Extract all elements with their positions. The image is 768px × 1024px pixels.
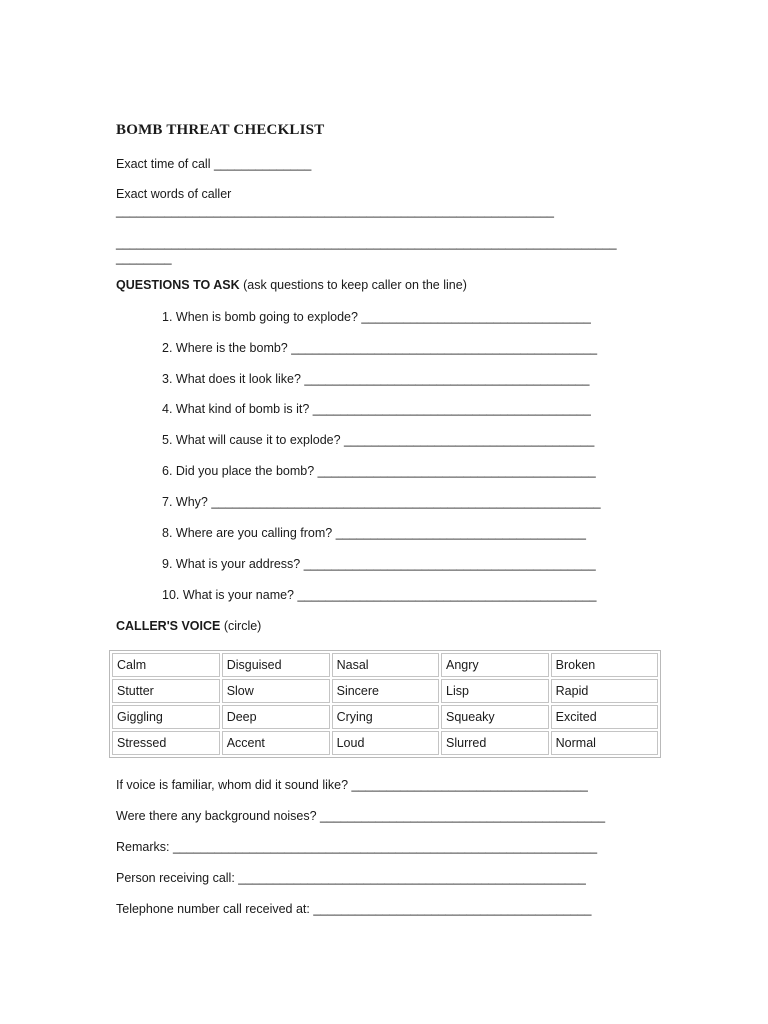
exact-words-line-2: ________________________________________________________________________: [116, 236, 617, 250]
question-item: 7. Why? ________________________________________________________: [162, 495, 601, 509]
question-item: 9. What is your address? __________________________________________: [162, 557, 596, 571]
table-row: [112, 705, 658, 729]
person-receiving-field: Person receiving call: __________________________________________________: [116, 871, 586, 885]
questions-heading-note: (ask questions to keep caller on the line): [239, 278, 467, 292]
voice-heading-bold: CALLER'S VOICE: [116, 619, 221, 633]
voice-option: Nasal: [332, 653, 439, 677]
voice-option: Angry: [441, 653, 549, 677]
exact-time-field: Exact time of call ______________: [116, 157, 312, 171]
question-item: 10. What is your name? ___________________________________________: [162, 588, 597, 602]
table-row: [112, 731, 658, 755]
exact-words-label: Exact words of caller: [116, 187, 232, 201]
question-item: 1. When is bomb going to explode? _________________________________: [162, 310, 591, 324]
remarks-field: Remarks: _____________________________________________________________: [116, 840, 598, 854]
voice-option: Normal: [551, 731, 658, 755]
question-item: 5. What will cause it to explode? ____________________________________: [162, 433, 595, 447]
familiar-voice-field: If voice is familiar, whom did it sound like? __________________________________: [116, 778, 588, 792]
voice-option: Broken: [551, 653, 658, 677]
table-row: [112, 653, 658, 677]
voice-option: Rapid: [551, 679, 658, 703]
exact-words-line-1: _______________________________________________________________: [116, 204, 554, 218]
voice-option: Sincere: [332, 679, 439, 703]
voice-option: Crying: [332, 705, 439, 729]
voice-option: Stutter: [112, 679, 220, 703]
voice-option: Stressed: [112, 731, 220, 755]
voice-heading: [116, 618, 261, 634]
voice-table: [109, 650, 661, 758]
voice-option: Slow: [222, 679, 330, 703]
page-title: BOMB THREAT CHECKLIST: [116, 122, 325, 138]
voice-option: Lisp: [441, 679, 549, 703]
question-item: 3. What does it look like? _________________________________________: [162, 372, 590, 386]
background-noises-field: Were there any background noises? _________________________________________: [116, 809, 606, 823]
voice-option: Squeaky: [441, 705, 549, 729]
voice-option: Deep: [222, 705, 330, 729]
voice-option: Giggling: [112, 705, 220, 729]
question-item: 4. What kind of bomb is it? ________________________________________: [162, 402, 591, 416]
voice-option: Accent: [222, 731, 330, 755]
questions-heading-bold: QUESTIONS TO ASK: [116, 278, 240, 292]
question-item: 8. Where are you calling from? ____________________________________: [162, 526, 586, 540]
questions-heading: [116, 277, 467, 293]
voice-option: Disguised: [222, 653, 330, 677]
voice-option: Slurred: [441, 731, 549, 755]
voice-option: Loud: [332, 731, 439, 755]
table-row: [112, 679, 658, 703]
voice-option: Calm: [112, 653, 220, 677]
question-item: 6. Did you place the bomb? ________________________________________: [162, 464, 596, 478]
voice-option: Excited: [551, 705, 658, 729]
voice-heading-note: (circle): [220, 619, 262, 633]
question-item: 2. Where is the bomb? ____________________________________________: [162, 341, 598, 355]
telephone-number-field: Telephone number call received at: ________________________________________: [116, 902, 592, 916]
exact-words-line-3: ________: [116, 251, 172, 265]
